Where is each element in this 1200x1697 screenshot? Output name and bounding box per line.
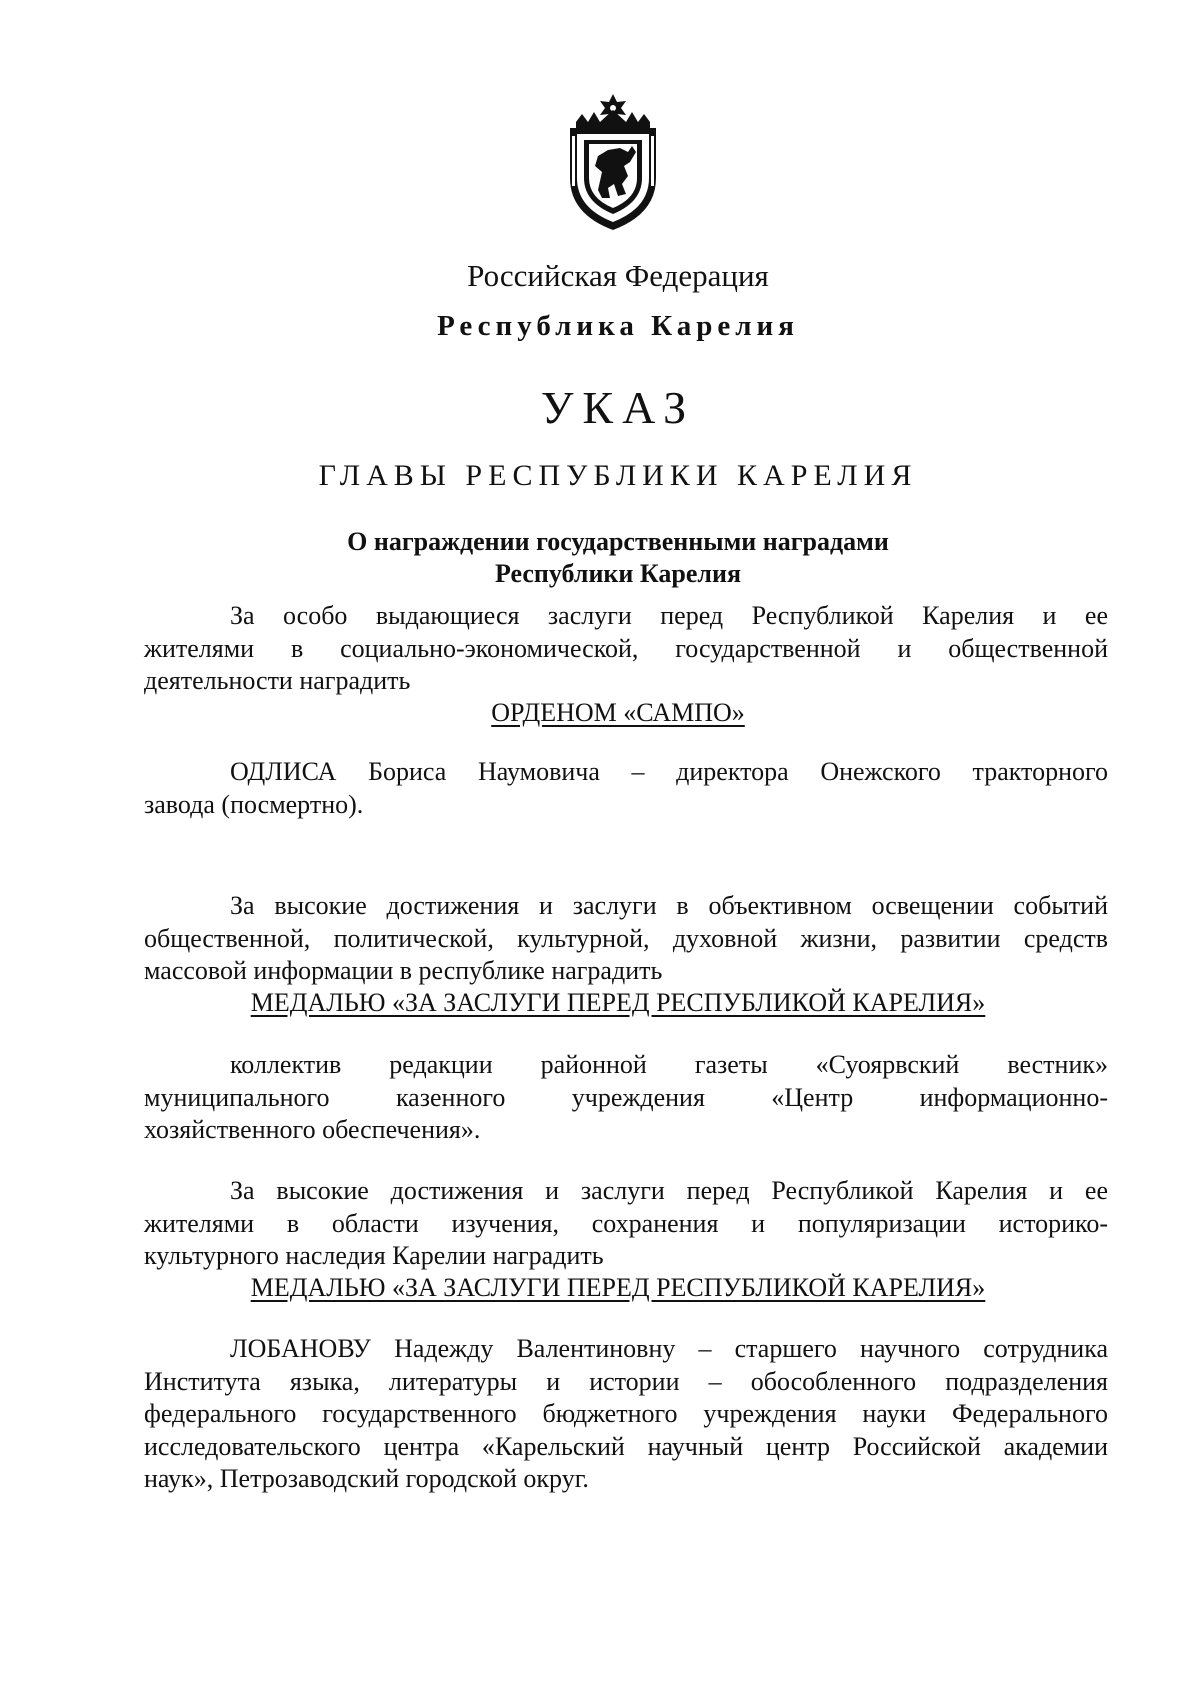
- text-line: ОДЛИСА Бориса Наумовича – директора Онежского тракторного: [230, 757, 1108, 786]
- section-3-recipient: [144, 1333, 1108, 1496]
- decree-subject-line-1: О награждении государственными наградами: [347, 527, 889, 556]
- decree-title: УКАЗ: [540, 382, 696, 433]
- karelia-coat-of-arms-icon: [562, 92, 664, 232]
- text-line: За высокие достижения и заслуги в объективном освещении событий: [230, 891, 1108, 920]
- decree-subject: [0, 526, 1200, 590]
- text-line: общественной, политической, культурной, духовной жизни, развитии средств: [144, 923, 1108, 953]
- text-line: наук», Петрозаводский городской округ.: [144, 1464, 589, 1493]
- text-line: муниципального казенного учреждения «Центр информационно-: [144, 1082, 1108, 1112]
- text-line: За высокие достижения и заслуги перед Республикой Карелия и ее: [230, 1176, 1108, 1205]
- section-3-intro: [144, 1175, 1108, 1273]
- text-line: За особо выдающиеся заслуги перед Республикой Карелия и ее: [230, 601, 1108, 630]
- text-line: коллектив редакции районной газеты «Суоярвский вестник»: [230, 1050, 1108, 1079]
- text-line: Института языка, литературы и истории – обособленного подразделения: [144, 1366, 1108, 1396]
- award-title: МЕДАЛЬЮ «ЗА ЗАСЛУГИ ПЕРЕД РЕСПУБЛИКОЙ КАРЕЛИЯ»: [250, 988, 986, 1017]
- section-2-recipient: [144, 1049, 1108, 1147]
- head-title: ГЛАВЫ РЕСПУБЛИКИ КАРЕЛИЯ: [318, 459, 918, 492]
- republic-title: Республика Карелия: [437, 310, 799, 342]
- text-line: деятельности наградить: [144, 666, 411, 695]
- text-line: жителями в области изучения, сохранения и популяризации историко-: [144, 1208, 1108, 1238]
- text-line: культурного наследия Карелии наградить: [144, 1241, 604, 1270]
- federation-title: Российская Федерация: [467, 258, 769, 293]
- section-2-intro: [144, 890, 1108, 988]
- section-1-intro: [144, 600, 1108, 698]
- section-1-recipient: [144, 756, 1108, 821]
- text-line: жителями в социально-экономической, государственной и общественной: [144, 633, 1108, 663]
- text-line: федерального государственного бюджетного учреждения науки Федерального: [144, 1399, 1108, 1428]
- text-line: ЛОБАНОВУ Надежду Валентиновну – старшего научного сотрудника: [230, 1334, 1108, 1363]
- text-line: массовой информации в республике наградить: [144, 956, 663, 985]
- text-line: исследовательского центра «Карельский научный центр Российской академии: [144, 1431, 1108, 1461]
- award-title: ОРДЕНОМ «САМПО»: [491, 698, 745, 727]
- award-title: МЕДАЛЬЮ «ЗА ЗАСЛУГИ ПЕРЕД РЕСПУБЛИКОЙ КАРЕЛИЯ»: [250, 1273, 986, 1302]
- decree-subject-line-2: Республики Карелия: [494, 559, 742, 588]
- text-line: хозяйственного обеспечения».: [144, 1115, 481, 1144]
- text-line: завода (посмертно).: [144, 789, 364, 819]
